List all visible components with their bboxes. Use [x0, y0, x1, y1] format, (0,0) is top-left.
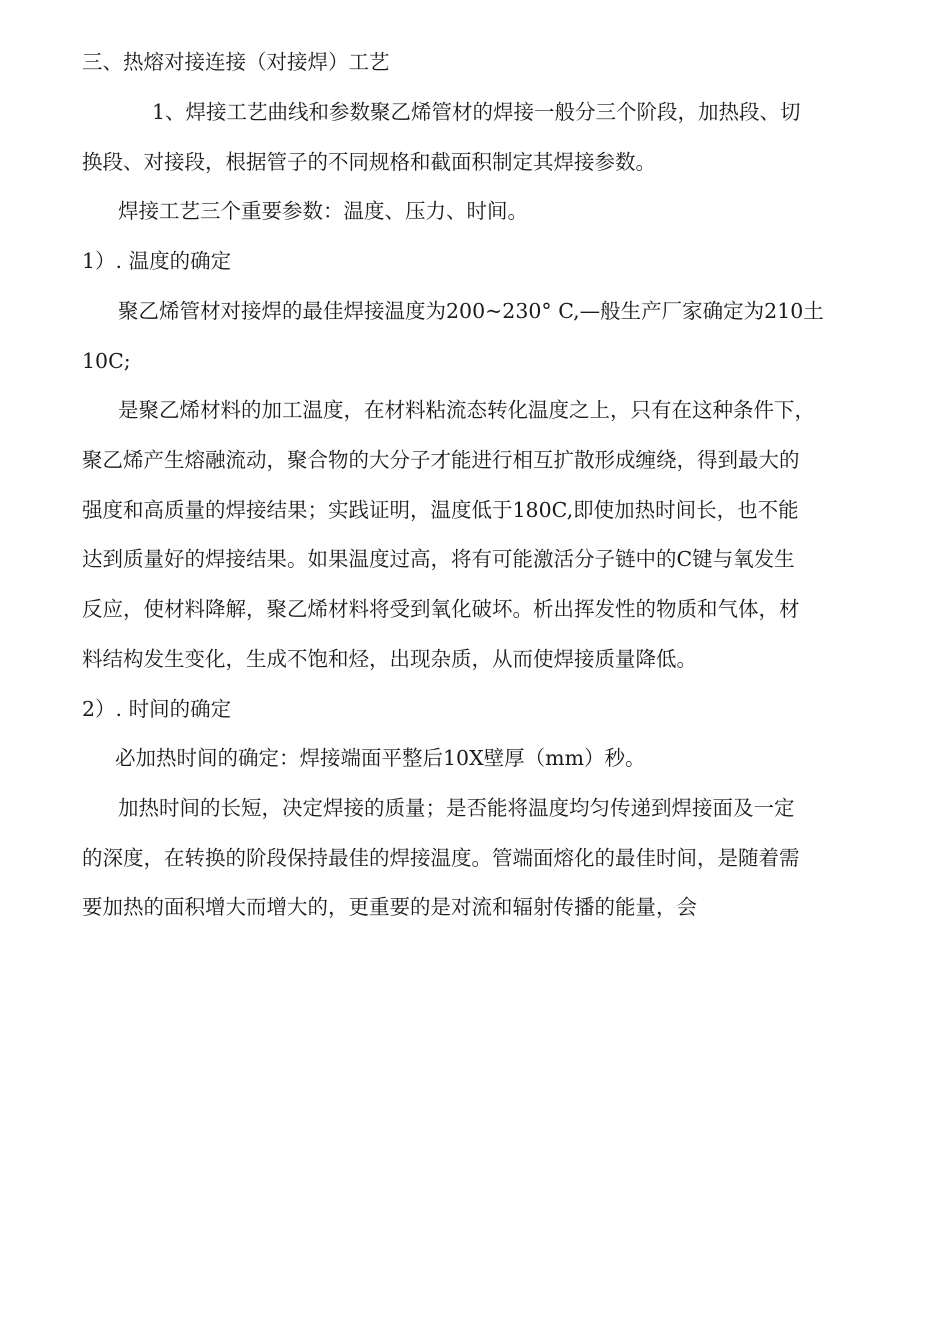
temperature-p2-line-2: 聚乙烯产生熔融流动，聚合物的大分子才能进行相互扩散形成缠绕，得到最大的 — [82, 448, 800, 472]
time-p1-line-3: 要加热的面积增大而增大的，更重要的是对流和辐射传播的能量，会 — [82, 895, 697, 919]
time-heading: 2）. 时间的确定 — [82, 697, 232, 721]
temperature-p2-line-3: 强度和高质量的焊接结果；实践证明，温度低于180C,即使加热时间长，也不能 — [82, 498, 799, 522]
intro-line-2: 换段、对接段，根据管子的不同规格和截面积制定其焊接参数。 — [82, 150, 656, 174]
heating-time-rule: 必加热时间的确定：焊接端面平整后10X壁厚（mm）秒。 — [115, 746, 646, 770]
temperature-p2-line-4: 达到质量好的焊接结果。如果温度过高，将有可能激活分子链中的C键与氧发生 — [82, 547, 795, 571]
temperature-p1-line-2: 10C; — [82, 349, 131, 373]
key-params-line: 焊接工艺三个重要参数：温度、压力、时间。 — [118, 199, 528, 223]
temperature-p2-line-5: 反应，使材料降解，聚乙烯材料将受到氧化破坏。析出挥发性的物质和气体，材 — [82, 597, 800, 621]
temperature-p2-line-1: 是聚乙烯材料的加工温度，在材料粘流态转化温度之上，只有在这种条件下， — [118, 398, 815, 422]
time-p1-line-2: 的深度，在转换的阶段保持最佳的焊接温度。管端面熔化的最佳时间，是随着需 — [82, 846, 800, 870]
temperature-heading: 1）. 温度的确定 — [82, 249, 232, 273]
time-p1-line-1: 加热时间的长短，决定焊接的质量；是否能将温度均匀传递到焊接面及一定 — [118, 796, 795, 820]
temperature-p1-line-1: 聚乙烯管材对接焊的最佳焊接温度为200~230° C,—般生产厂家确定为210土 — [118, 299, 824, 323]
section-title: 三、热熔对接连接（对接焊）工艺 — [82, 50, 390, 74]
intro-line-1: 1、焊接工艺曲线和参数聚乙烯管材的焊接一般分三个阶段，加热段、切 — [152, 100, 801, 124]
temperature-p2-line-6: 料结构发生变化，生成不饱和烃，出现杂质，从而使焊接质量降低。 — [82, 647, 697, 671]
